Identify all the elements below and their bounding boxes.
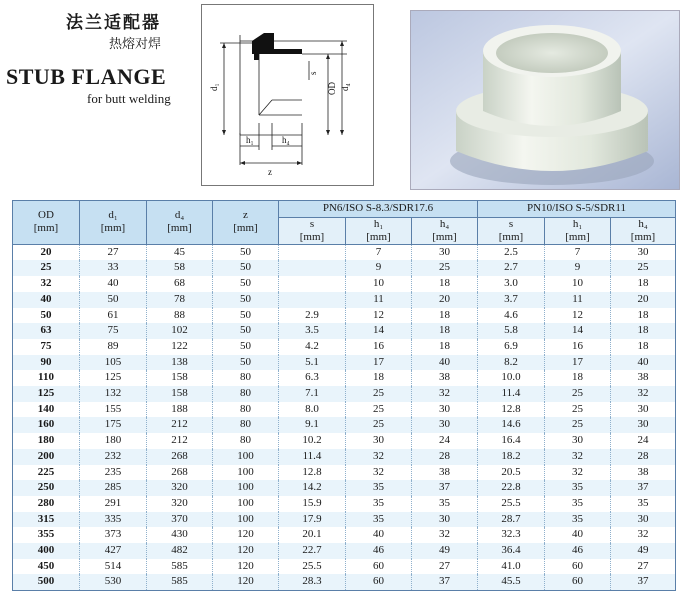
table-cell: 40 [412, 355, 478, 371]
table-row [13, 512, 676, 528]
table-cell: 32 [611, 386, 676, 402]
table-cell: 100 [213, 496, 279, 512]
table-cell: 530 [80, 574, 147, 590]
header-group-pn6: PN6/ISO S-8.3/SDR17.6 [279, 201, 478, 218]
table-cell: 46 [346, 543, 412, 559]
table-cell: 125 [80, 370, 147, 386]
table-row [13, 574, 676, 590]
table-cell: 50 [213, 276, 279, 292]
table-cell: 80 [213, 370, 279, 386]
table-cell: 32 [412, 386, 478, 402]
table-cell: 11 [545, 292, 611, 308]
table-cell: 8.2 [478, 355, 545, 371]
table-cell: 35 [412, 496, 478, 512]
table-cell: 28 [412, 449, 478, 465]
table-cell: 25 [346, 386, 412, 402]
table-cell: 61 [80, 308, 147, 324]
subtitle-english: for butt welding [87, 91, 171, 106]
table-cell: 320 [147, 480, 213, 496]
subtitle-chinese: 热熔对焊 [109, 37, 162, 52]
product-photo [410, 10, 680, 190]
table-cell: 50 [213, 292, 279, 308]
table-cell: 100 [213, 465, 279, 481]
table-cell: 89 [80, 339, 147, 355]
table-cell: 9.1 [279, 417, 346, 433]
table-cell: 25 [545, 386, 611, 402]
table-cell-od: 180 [13, 433, 80, 449]
table-row [13, 433, 676, 449]
table-cell: 80 [213, 402, 279, 418]
table-cell: 335 [80, 512, 147, 528]
table-cell: 15.9 [279, 496, 346, 512]
table-cell: 45.5 [478, 574, 545, 590]
table-cell: 175 [80, 417, 147, 433]
table-cell: 11.4 [279, 449, 346, 465]
table-cell: 27 [80, 244, 147, 260]
table-cell: 18.2 [478, 449, 545, 465]
header-s-pn10: s [mm] [478, 217, 545, 244]
table-cell-od: 315 [13, 512, 80, 528]
table-cell: 18 [545, 370, 611, 386]
table-cell: 40 [545, 527, 611, 543]
table-cell [279, 292, 346, 308]
table-cell: 24 [412, 433, 478, 449]
stub-flange-cross-section-drawing [202, 5, 373, 185]
table-cell: 60 [346, 559, 412, 575]
table-cell: 4.6 [478, 308, 545, 324]
header-s-pn6: s [mm] [279, 217, 346, 244]
table-cell: 100 [213, 512, 279, 528]
table-cell: 18 [611, 323, 676, 339]
table-cell: 427 [80, 543, 147, 559]
table-cell: 30 [611, 402, 676, 418]
table-cell: 30 [611, 512, 676, 528]
table-cell: 3.5 [279, 323, 346, 339]
table-cell: 3.7 [478, 292, 545, 308]
header-h1-pn10: h₁ [mm] [545, 217, 611, 244]
table-cell: 25 [545, 417, 611, 433]
table-row [13, 386, 676, 402]
table-cell: 30 [545, 433, 611, 449]
table-cell: 2.5 [478, 244, 545, 260]
table-cell-od: 90 [13, 355, 80, 371]
table-cell: 20.1 [279, 527, 346, 543]
table-cell: 14 [545, 323, 611, 339]
table-cell: 120 [213, 559, 279, 575]
table-cell: 88 [147, 308, 213, 324]
table-cell: 25 [412, 260, 478, 276]
table-cell: 2.9 [279, 308, 346, 324]
table-cell: 120 [213, 574, 279, 590]
table-cell: 80 [213, 386, 279, 402]
table-cell: 11 [346, 292, 412, 308]
title-chinese: 法兰适配器 [66, 13, 161, 33]
table-row [13, 417, 676, 433]
table-cell: 268 [147, 465, 213, 481]
table-cell: 37 [611, 574, 676, 590]
table-cell: 37 [412, 480, 478, 496]
table-cell: 12 [346, 308, 412, 324]
table-cell: 370 [147, 512, 213, 528]
table-cell: 50 [213, 323, 279, 339]
table-cell: 28.3 [279, 574, 346, 590]
table-cell: 68 [147, 276, 213, 292]
table-row [13, 402, 676, 418]
table-row [13, 543, 676, 559]
table-cell: 4.2 [279, 339, 346, 355]
header-od: OD [mm] [13, 201, 80, 245]
table-cell: 585 [147, 574, 213, 590]
label-d1: d₁ [209, 83, 219, 91]
table-cell: 17.9 [279, 512, 346, 528]
table-cell: 25 [611, 260, 676, 276]
table-cell: 30 [412, 402, 478, 418]
table-cell: 38 [412, 465, 478, 481]
table-cell: 12.8 [279, 465, 346, 481]
table-cell-od: 110 [13, 370, 80, 386]
label-h4: h₄ [282, 135, 290, 145]
table-cell-od: 32 [13, 276, 80, 292]
table-cell: 30 [611, 244, 676, 260]
table-cell: 32 [545, 465, 611, 481]
table-cell: 60 [545, 559, 611, 575]
table-cell: 49 [611, 543, 676, 559]
table-cell: 49 [412, 543, 478, 559]
table-cell: 7 [346, 244, 412, 260]
table-row [13, 323, 676, 339]
label-z: z [268, 167, 272, 177]
table-cell: 18 [412, 339, 478, 355]
table-cell-od: 280 [13, 496, 80, 512]
table-cell: 17 [346, 355, 412, 371]
table-cell: 35 [346, 480, 412, 496]
table-cell: 50 [80, 292, 147, 308]
table-cell: 158 [147, 370, 213, 386]
table-cell: 35 [545, 480, 611, 496]
table-cell: 285 [80, 480, 147, 496]
table-cell: 40 [80, 276, 147, 292]
table-cell-od: 250 [13, 480, 80, 496]
table-cell: 188 [147, 402, 213, 418]
table-cell: 33 [80, 260, 147, 276]
table-cell: 27 [412, 559, 478, 575]
table-cell: 16 [545, 339, 611, 355]
table-cell: 212 [147, 417, 213, 433]
table-cell: 38 [412, 370, 478, 386]
table-cell: 32 [545, 449, 611, 465]
title-english: STUB FLANGE [6, 64, 167, 89]
table-row [13, 559, 676, 575]
table-cell: 180 [80, 433, 147, 449]
table-cell: 585 [147, 559, 213, 575]
table-cell: 50 [213, 355, 279, 371]
table-cell: 35 [346, 496, 412, 512]
table-cell: 14 [346, 323, 412, 339]
table-cell: 80 [213, 433, 279, 449]
table-cell: 155 [80, 402, 147, 418]
table-cell: 2.7 [478, 260, 545, 276]
table-cell: 10.0 [478, 370, 545, 386]
table-cell: 25.5 [478, 496, 545, 512]
table-cell: 60 [346, 574, 412, 590]
table-cell-od: 140 [13, 402, 80, 418]
table-cell-od: 25 [13, 260, 80, 276]
header-h4-pn6: h₄ [mm] [412, 217, 478, 244]
table-cell: 10.2 [279, 433, 346, 449]
table-row [13, 308, 676, 324]
table-cell: 78 [147, 292, 213, 308]
table-cell: 120 [213, 527, 279, 543]
table-cell: 40 [346, 527, 412, 543]
table-cell: 235 [80, 465, 147, 481]
table-cell: 35 [545, 496, 611, 512]
table-cell: 32 [412, 527, 478, 543]
table-cell: 12.8 [478, 402, 545, 418]
label-s: s [308, 71, 318, 75]
table-cell: 25 [346, 402, 412, 418]
header-d4: d₄ [mm] [147, 201, 213, 245]
table-cell: 32 [346, 465, 412, 481]
table-cell: 138 [147, 355, 213, 371]
table-row [13, 292, 676, 308]
table-cell: 22.7 [279, 543, 346, 559]
table-cell: 6.3 [279, 370, 346, 386]
table-cell: 18 [611, 339, 676, 355]
table-cell: 32 [611, 527, 676, 543]
table-cell: 24 [611, 433, 676, 449]
table-cell: 50 [213, 260, 279, 276]
table-cell: 18 [412, 308, 478, 324]
table-cell-od: 50 [13, 308, 80, 324]
table-cell: 37 [611, 480, 676, 496]
table-cell-od: 20 [13, 244, 80, 260]
table-cell-od: 75 [13, 339, 80, 355]
table-cell-od: 40 [13, 292, 80, 308]
table-cell: 35 [545, 512, 611, 528]
table-cell: 35 [611, 496, 676, 512]
table-cell: 17 [545, 355, 611, 371]
table-cell: 25 [346, 417, 412, 433]
table-cell: 37 [412, 574, 478, 590]
table-cell: 41.0 [478, 559, 545, 575]
table-row [13, 496, 676, 512]
table-cell: 22.8 [478, 480, 545, 496]
table-cell: 38 [611, 370, 676, 386]
header-h4-pn10: h₄ [mm] [611, 217, 676, 244]
table-cell: 18 [611, 276, 676, 292]
table-cell: 60 [545, 574, 611, 590]
table-cell: 100 [213, 449, 279, 465]
table-row [13, 260, 676, 276]
table-cell: 5.1 [279, 355, 346, 371]
table-row [13, 370, 676, 386]
table-cell: 40 [611, 355, 676, 371]
header-d1: d₁ [mm] [80, 201, 147, 245]
table-cell: 5.8 [478, 323, 545, 339]
table-cell: 268 [147, 449, 213, 465]
table-cell: 320 [147, 496, 213, 512]
table-cell: 7 [545, 244, 611, 260]
table-cell: 16 [346, 339, 412, 355]
label-h1: h₁ [246, 135, 254, 145]
table-cell: 11.4 [478, 386, 545, 402]
table-cell: 158 [147, 386, 213, 402]
table-cell: 291 [80, 496, 147, 512]
header-z: z [mm] [213, 201, 279, 245]
table-cell: 75 [80, 323, 147, 339]
table-cell: 232 [80, 449, 147, 465]
table-cell: 25.5 [279, 559, 346, 575]
table-cell: 12 [545, 308, 611, 324]
table-cell: 36.4 [478, 543, 545, 559]
label-od: OD [327, 82, 337, 95]
table-cell: 3.0 [478, 276, 545, 292]
table-cell-od: 450 [13, 559, 80, 575]
table-cell-od: 200 [13, 449, 80, 465]
table-cell: 28 [611, 449, 676, 465]
table-cell: 120 [213, 543, 279, 559]
table-cell: 8.0 [279, 402, 346, 418]
label-d4: d₄ [340, 83, 350, 91]
table-cell: 18 [611, 308, 676, 324]
table-cell: 30 [346, 433, 412, 449]
table-cell: 18 [412, 323, 478, 339]
table-cell-od: 63 [13, 323, 80, 339]
table-cell: 16.4 [478, 433, 545, 449]
table-cell: 7.1 [279, 386, 346, 402]
stub-flange-photo-image [411, 11, 679, 189]
table-cell: 14.6 [478, 417, 545, 433]
table-cell-od: 400 [13, 543, 80, 559]
table-row [13, 480, 676, 496]
table-cell: 14.2 [279, 480, 346, 496]
table-cell-od: 225 [13, 465, 80, 481]
table-cell [279, 260, 346, 276]
table-cell: 9 [545, 260, 611, 276]
table-cell: 102 [147, 323, 213, 339]
table-cell: 46 [545, 543, 611, 559]
table-cell: 430 [147, 527, 213, 543]
table-cell: 45 [147, 244, 213, 260]
table-cell-od: 160 [13, 417, 80, 433]
table-cell-od: 125 [13, 386, 80, 402]
table-row [13, 244, 676, 260]
table-row [13, 276, 676, 292]
table-cell: 20 [611, 292, 676, 308]
table-cell: 105 [80, 355, 147, 371]
table-cell: 10 [545, 276, 611, 292]
table-row [13, 449, 676, 465]
table-cell: 50 [213, 308, 279, 324]
table-cell: 10 [346, 276, 412, 292]
table-cell: 132 [80, 386, 147, 402]
table-cell: 25 [545, 402, 611, 418]
table-cell: 212 [147, 433, 213, 449]
table-cell: 18 [412, 276, 478, 292]
table-cell: 38 [611, 465, 676, 481]
table-cell: 58 [147, 260, 213, 276]
table-cell: 30 [611, 417, 676, 433]
table-cell [279, 276, 346, 292]
table-cell: 30 [412, 417, 478, 433]
table-cell: 18 [346, 370, 412, 386]
table-row [13, 339, 676, 355]
table-cell: 20.5 [478, 465, 545, 481]
header-group-pn10: PN10/ISO S-5/SDR11 [478, 201, 676, 218]
table-cell: 30 [412, 512, 478, 528]
table-cell: 35 [346, 512, 412, 528]
dimensions-table-container [12, 200, 675, 591]
table-cell: 50 [213, 339, 279, 355]
table-cell: 6.9 [478, 339, 545, 355]
table-cell: 514 [80, 559, 147, 575]
table-cell: 100 [213, 480, 279, 496]
table-cell: 32 [346, 449, 412, 465]
table-cell: 482 [147, 543, 213, 559]
table-cell: 373 [80, 527, 147, 543]
table-row [13, 527, 676, 543]
header-h1-pn6: h₁ [mm] [346, 217, 412, 244]
dimensions-table [12, 200, 676, 591]
table-cell [279, 244, 346, 260]
table-row [13, 355, 676, 371]
table-cell: 30 [412, 244, 478, 260]
table-cell: 9 [346, 260, 412, 276]
table-row [13, 465, 676, 481]
table-cell: 122 [147, 339, 213, 355]
table-cell: 27 [611, 559, 676, 575]
table-cell: 32.3 [478, 527, 545, 543]
table-body [13, 244, 676, 590]
table-cell: 28.7 [478, 512, 545, 528]
table-cell-od: 500 [13, 574, 80, 590]
table-cell-od: 355 [13, 527, 80, 543]
table-cell: 50 [213, 244, 279, 260]
table-cell: 20 [412, 292, 478, 308]
technical-drawing [201, 4, 374, 186]
table-cell: 80 [213, 417, 279, 433]
